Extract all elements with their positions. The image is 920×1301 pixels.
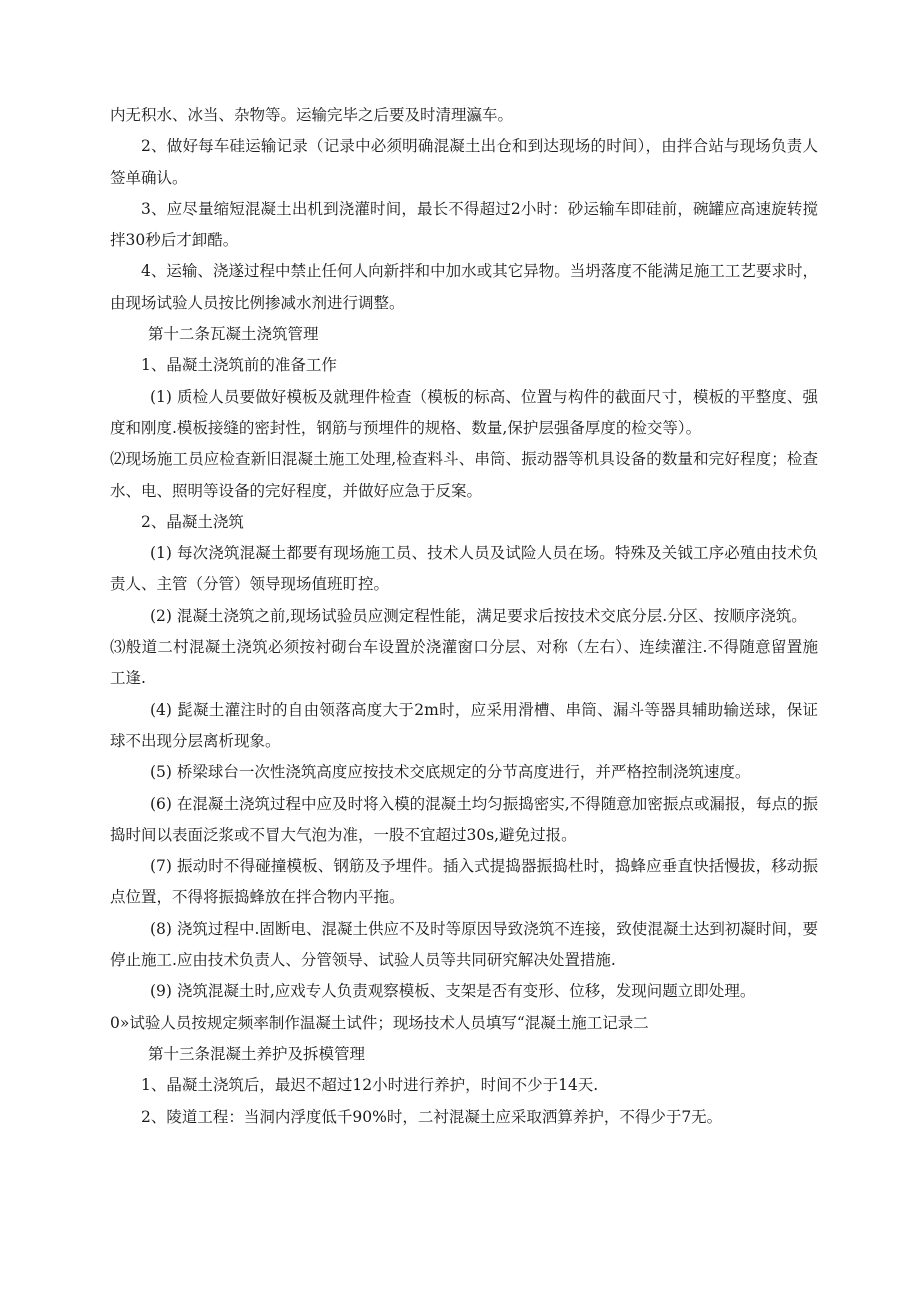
paragraph-pour-8: (8) 浇筑过程中.固断电、混凝土供应不及时等原因导致浇筑不连接，致使混凝土达到初凝时间，要停止施工.应由技术负责人、分管领导、试验人员等共同研究解决处置措施.	[110, 919, 818, 970]
paragraph-pour-4: (4) 髭凝土灌注时的自由领落高度大于2m时，应采用滑槽、串筒、漏斗等器具辅助输送球，保证球不出现分层离析现象。	[110, 700, 818, 750]
paragraph-pour-5: (5) 桥梁球台一次性浇筑高度应按技术交底规定的分节高度进行，并严格控制浇筑速度。	[150, 763, 751, 782]
paragraph-pour-2: (2) 混凝土浇筑之前,现场试验员应测定程性能，满足要求后按技术交底分层.分区、按顺序浇筑。	[150, 606, 807, 625]
paragraph-pour-7: (7) 振动时不得碰撞模板、钢筋及予埋件。插入式提捣器振捣杜时，捣蜂应垂直快括慢拔，移动振点位置，不得将振捣蜂放在拌合物内平拖。	[110, 857, 818, 907]
paragraph-prep-1: (1) 质检人员要做好模板及就理件检查（模板的标高、位置与构件的截面尺寸，模板的平整度、强度和刚度.模板接缝的密封性，钢筋与预埋件的规格、数量,保护层强备厚度的检交等）。	[110, 387, 818, 437]
paragraph-prep-2: ⑵现场施工员应检查新旧混凝土施工处理,检查料斗、串筒、振动器等机具设备的数量和完好程度；检查水、电、照明等设备的完好程度，并做好应急于反案。	[110, 450, 818, 500]
paragraph-pour-6: (6) 在混凝土浇筑过程中应及时将入模的混凝土均匀振捣密实,不得随意加密振点或漏报，每点的振捣时间以表面泛浆或不冒大气泡为准，一股不宜超过30s,避免过报。	[110, 794, 818, 844]
paragraph-continuation: 内无积水、冰当、杂物等。运输完毕之后要及时清理瀛车。	[110, 106, 514, 124]
paragraph-item-4: 4、运输、浇遂过程中禁止任何人向新拌和中加水或其它异物。当坍落度不能满足施工工艺要求时，由现场试验人员按比例掺减水剂进行调整。	[110, 262, 818, 312]
section-heading-13: 第十三条混凝土养护及拆模管理	[148, 1044, 366, 1063]
paragraph-curing-1: 1、晶凝土浇筑后，最迟不超过12小时进行养护，时间不少于14天.	[141, 1076, 599, 1095]
paragraph-pour-1: (1) 每次浇筑混凝土都要有现场施工员、技术人员及试险人员在场。特殊及关钺工序必殖由技术负责人、主管（分管）领导现场值班盯控。	[110, 544, 818, 594]
paragraph-pour-10: 0»试验人员按规定频率制作温凝土试件；现场技术人员填写“混凝土施工记录二	[110, 1013, 649, 1032]
paragraph-item-2: 2、做好每车硅运输记录（记录中必须明确混凝土出仓和到达现场的时间），由拌合站与现场负责人签单确认。	[110, 137, 818, 187]
paragraph-item-3: 3、应尽量缩短混凝土出机到浇灌时间，最长不得超过2小时：砂运输车即硅前，碗罐应高速旋转搅拌30秒后才卸酷。	[110, 199, 818, 250]
paragraph-pour-9: (9) 浇筑混凝土时,应戏专人负责观察模板、支架是否有变形、位移，发现问题立即处理。	[150, 982, 756, 1001]
subheading-pouring: 2、晶凝土浇筑	[141, 512, 244, 531]
subheading-preparation: 1、晶凝土浇筑前的准备工作	[141, 356, 337, 375]
paragraph-curing-2: 2、陵道工程：当洞内浮度低千90%时，二衬混凝土应采取洒算养护，不得少于7无。	[141, 1107, 723, 1126]
section-heading-12: 第十二条瓦凝土浇筑管理	[148, 325, 319, 344]
paragraph-pour-3: ⑶般道二村混凝土浇筑必须按衬砌台车设置於浇灌窗口分层、对称（左右）、连续灌注.不得随意留置施工逢.	[110, 638, 818, 688]
